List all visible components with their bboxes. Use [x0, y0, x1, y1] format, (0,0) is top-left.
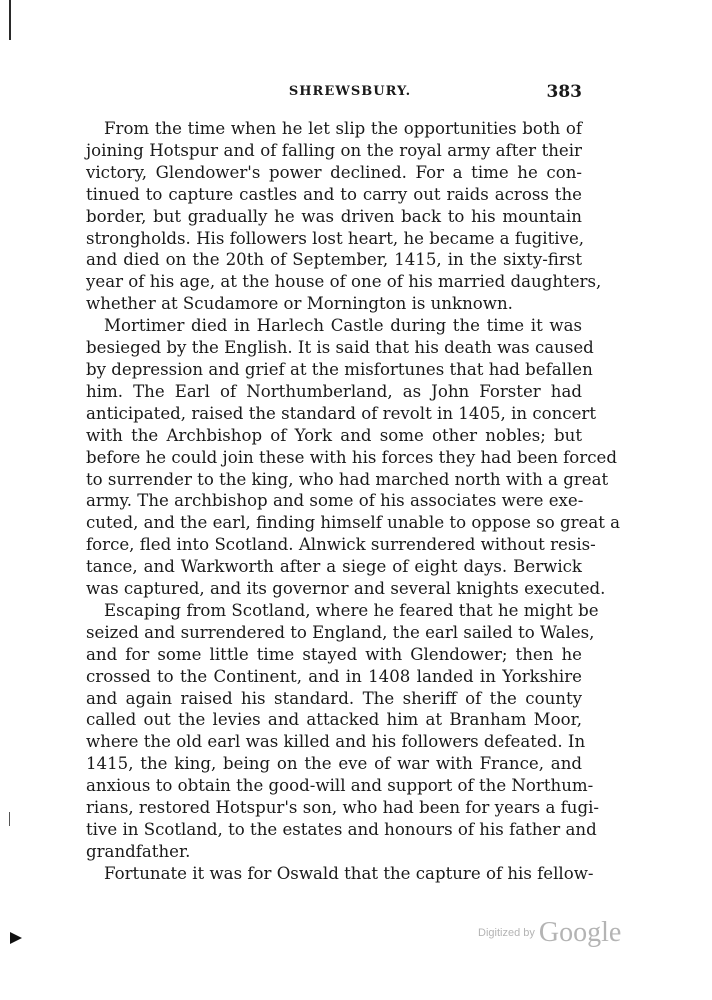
text-line: cuted, and the earl, finding himself unable to oppose so great a — [86, 513, 621, 533]
text-line: anxious to obtain the good-will and support of the Northum- — [86, 776, 594, 796]
text-line: joining Hotspur and of falling on the royal army after their — [86, 140, 582, 160]
arrow-marker-icon — [10, 932, 22, 944]
text-line: and again raised his standard. The sheriff of the county — [86, 688, 582, 708]
text-line: whether at Scudamore or Mornington is unknown. — [86, 294, 513, 314]
text-line: strongholds. His followers lost heart, he became a fugitive, — [86, 228, 585, 248]
digitized-watermark — [478, 917, 621, 949]
text-line: with the Archbishop of York and some other nobles; but — [86, 425, 582, 445]
text-line: besieged by the English. It is said that his death was caused — [86, 338, 594, 358]
watermark-brand: Google — [538, 917, 622, 948]
page-edge-mark — [9, 0, 11, 40]
text-line: From the time when he let slip the opportunities both of — [104, 119, 582, 138]
text-line: grandfather. — [86, 841, 191, 861]
body-text — [86, 118, 621, 885]
running-title: SHREWSBURY. — [288, 84, 412, 99]
text-line: Mortimer died in Harlech Castle during the time it was — [104, 316, 582, 336]
text-line: border, but gradually he was driven back to his mountain — [86, 206, 582, 226]
page-header — [118, 84, 582, 108]
paragraph — [86, 315, 621, 600]
text-line: tive in Scotland, to the estates and honours of his father and — [86, 820, 597, 839]
text-line: and for some little time stayed with Glendower; then he — [86, 644, 582, 664]
text-line: force, fled into Scotland. Alnwick surrendered without resis- — [86, 535, 596, 555]
paragraph — [86, 118, 602, 315]
text-line: Fortunate it was for Oswald that the capture of his fellow- — [104, 863, 594, 883]
text-line: him. The Earl of Northumberland, as John Forster had — [86, 381, 582, 401]
text-line: crossed to the Continent, and in 1408 landed in Yorkshire — [86, 666, 582, 686]
text-line: tance, and Warkworth after a siege of eight days. Berwick — [86, 557, 582, 577]
page-number: 383 — [546, 82, 582, 102]
text-line: seized and surrendered to England, the earl sailed to Wales, — [86, 622, 595, 642]
text-line: and died on the 20th of September, 1415, in the sixty-first — [86, 250, 582, 270]
text-line: army. The archbishop and some of his associates were exe- — [86, 491, 584, 511]
text-line: 1415, the king, being on the eve of war with France, and — [86, 754, 582, 774]
text-line: before he could join these with his forces they had been forced — [86, 447, 617, 467]
text-line: called out the levies and attacked him at Branham Moor, — [86, 710, 582, 730]
text-line: by depression and grief at the misfortunes that had befallen — [86, 359, 593, 379]
text-line: was captured, and its governor and several knights executed. — [86, 579, 606, 599]
text-line: year of his age, at the house of one of his married daughters, — [86, 272, 602, 292]
text-line: victory, Glendower's power declined. For a time he con- — [86, 162, 582, 182]
text-line: to surrender to the king, who had marched north with a great — [86, 469, 609, 489]
paragraph — [86, 600, 599, 863]
text-line: rians, restored Hotspur's son, who had been for years a fugi- — [86, 798, 599, 818]
watermark-prefix: Digitized by — [478, 927, 535, 939]
text-line: Escaping from Scotland, where he feared that he might be — [104, 600, 599, 620]
margin-mark — [9, 812, 10, 826]
text-line: anticipated, raised the standard of revolt in 1405, in concert — [86, 403, 597, 423]
text-line: tinued to capture castles and to carry out raids across the — [86, 184, 582, 204]
paragraph — [86, 863, 594, 885]
text-line: where the old earl was killed and his followers defeated. In — [86, 732, 586, 752]
